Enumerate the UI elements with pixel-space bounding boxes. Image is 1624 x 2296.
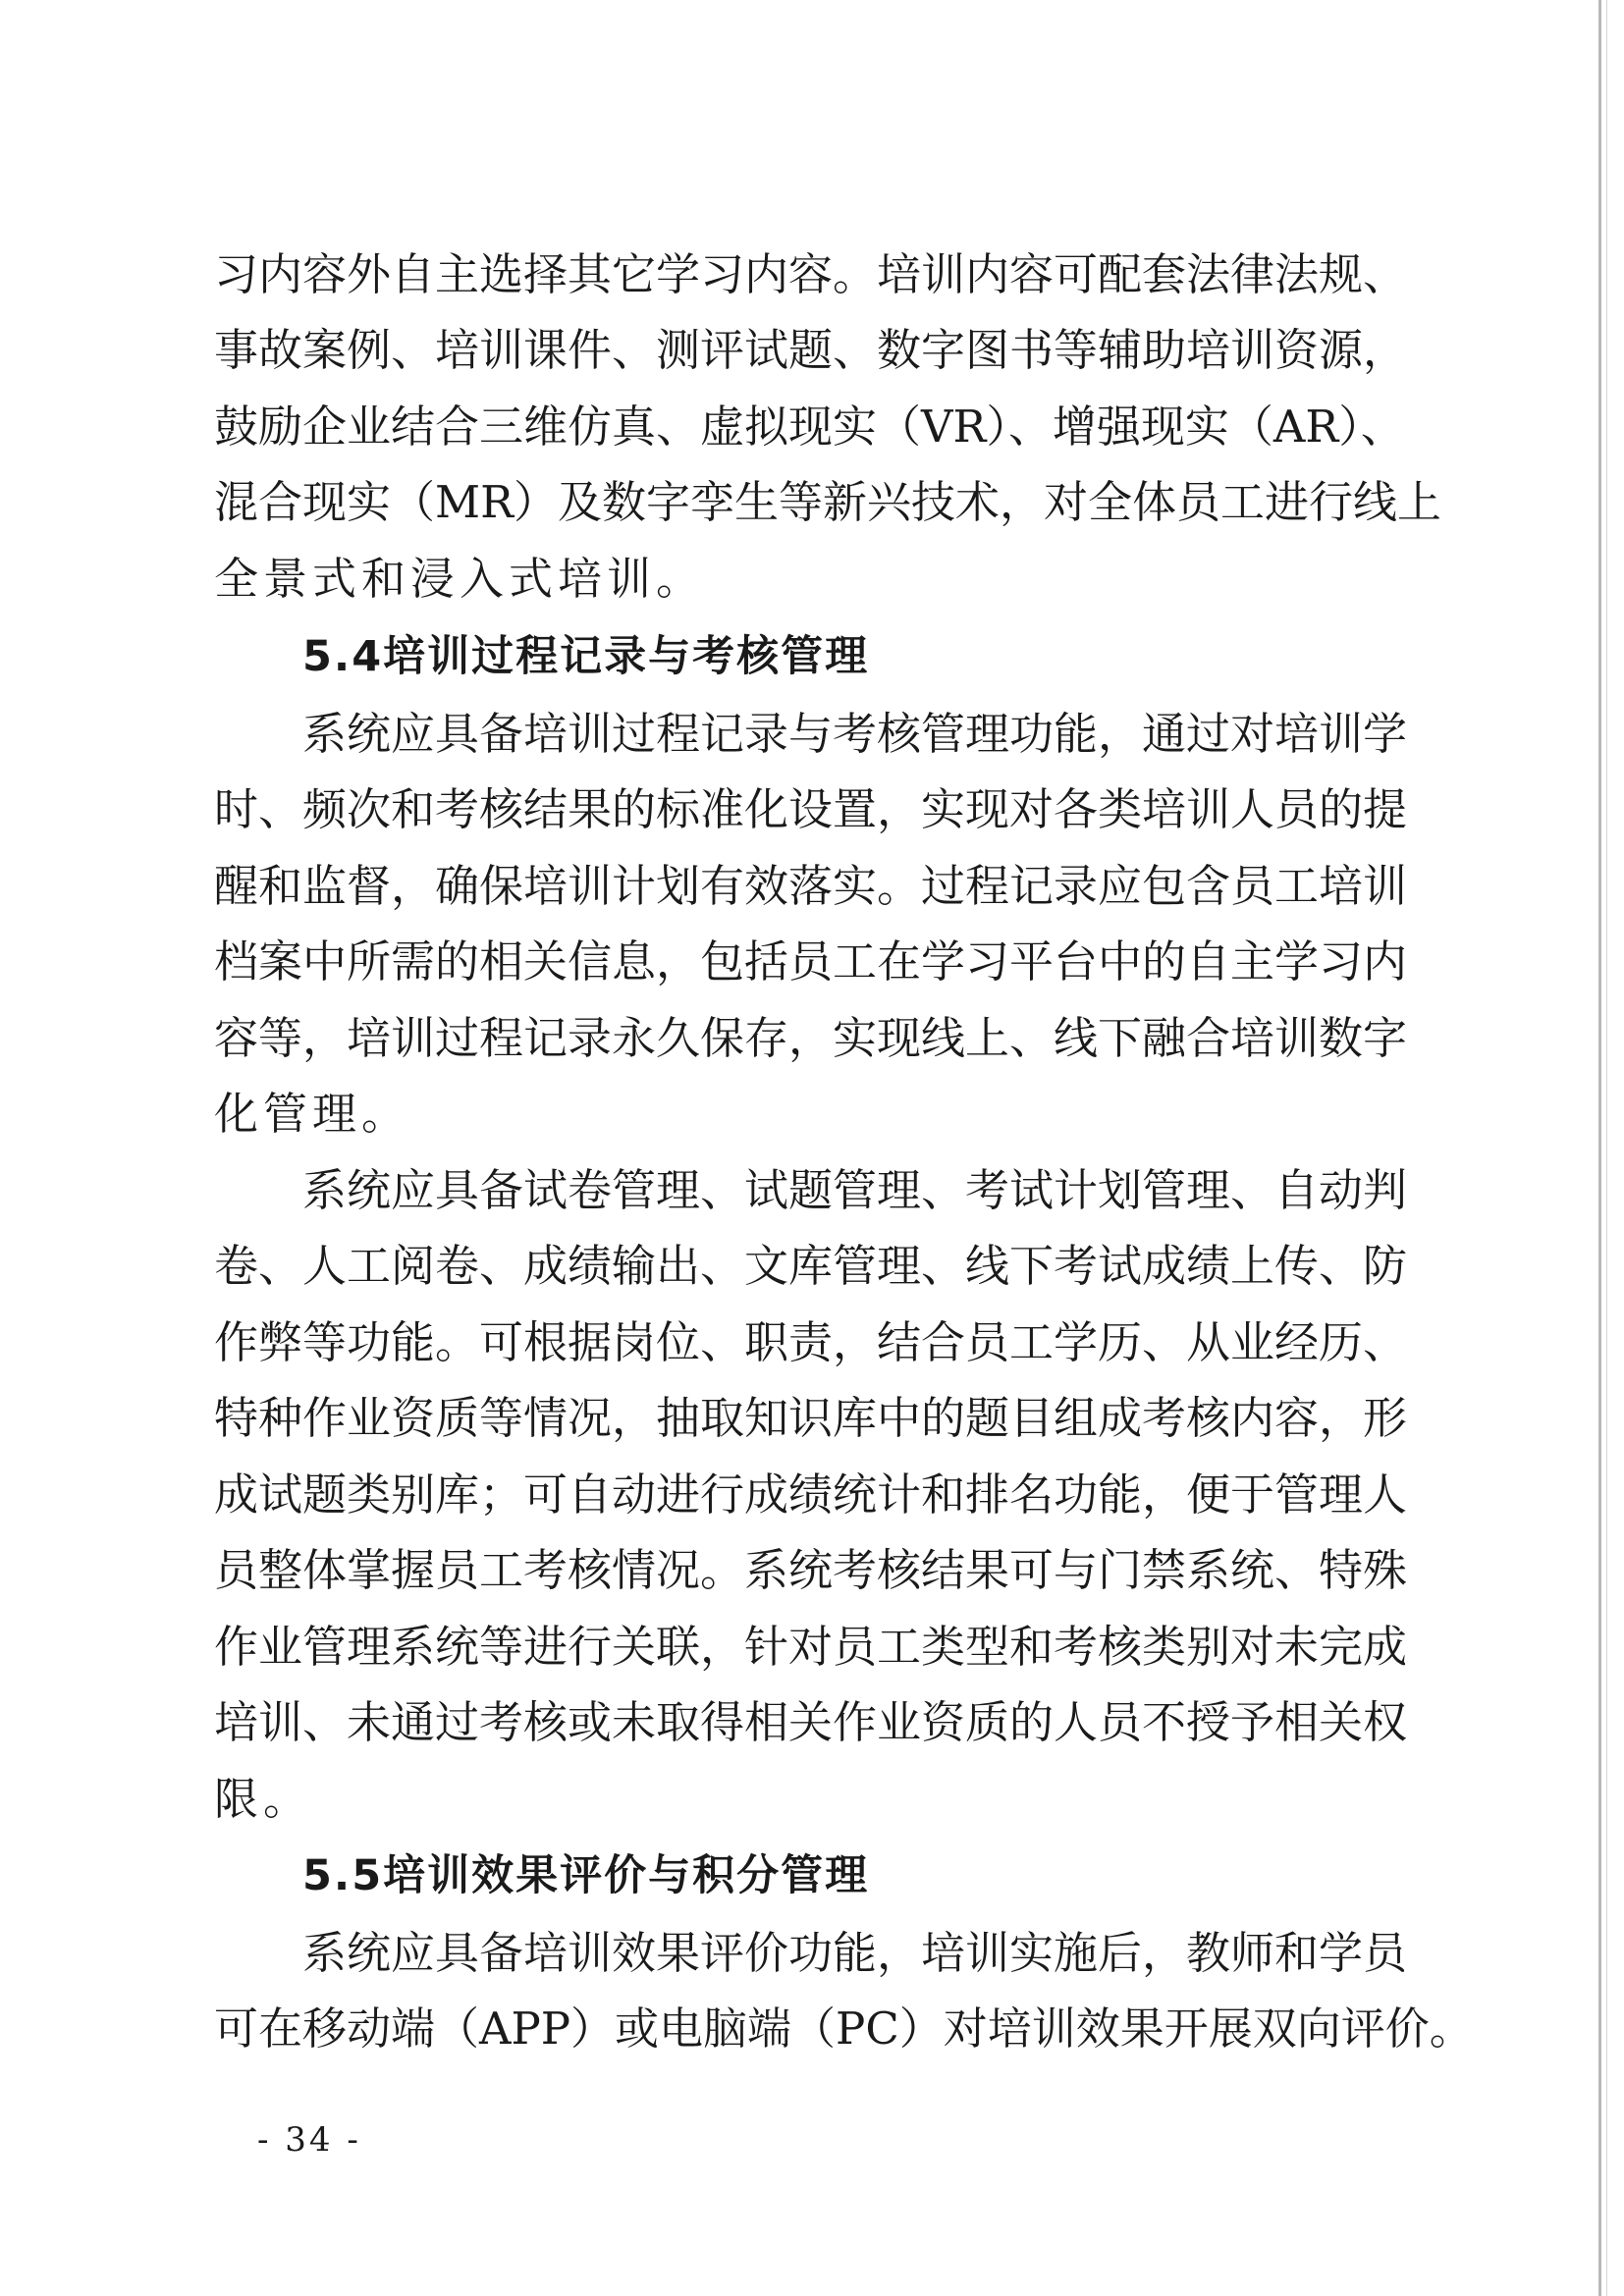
paragraph-line: 事故案例、培训课件、测评试题、数字图书等辅助培训资源， (214, 324, 1408, 376)
paragraph-line: 化管理。 (214, 1088, 411, 1140)
paragraph-line: 全景式和浸入式培训。 (214, 553, 706, 605)
paragraph-line: 系统应具备培训过程记录与考核管理功能，通过对培训学 (302, 708, 1408, 760)
paragraph-line: 成试题类别库；可自动进行成绩统计和排名功能，便于管理人 (214, 1468, 1408, 1521)
paragraph-line: 习内容外自主选择其它学习内容。培训内容可配套法律法规、 (214, 248, 1408, 300)
paragraph-line: 培训、未通过考核或未取得相关作业资质的人员不授予相关权 (214, 1696, 1408, 1748)
paragraph-line: 卷、人工阅卷、成绩输出、文库管理、线下考试成绩上传、防 (214, 1240, 1408, 1292)
paragraph-line: 作业管理系统等进行关联，针对员工类型和考核类别对未完成 (214, 1621, 1408, 1673)
paragraph-line: 档案中所需的相关信息，包括员工在学习平台中的自主学习内 (214, 935, 1408, 988)
paragraph-line: 限。 (214, 1773, 313, 1825)
section-heading-5-4: 5.4培训过程记录与考核管理 (302, 632, 870, 681)
paragraph-line: 鼓励企业结合三维仿真、虚拟现实（VR）、增强现实（AR）、 (214, 400, 1405, 453)
paragraph-line: 特种作业资质等情况，抽取知识库中的题目组成考核内容，形 (214, 1392, 1408, 1444)
paragraph-line: 混合现实（MR）及数字孪生等新兴技术，对全体员工进行线上 (214, 476, 1441, 528)
paragraph-line: 可在移动端（APP）或电脑端（PC）对培训效果开展双向评价。 (214, 2002, 1474, 2055)
scan-edge-line-secondary (1606, 0, 1607, 2296)
paragraph-line: 作弊等功能。可根据岗位、职责，结合员工学历、从业经历、 (214, 1316, 1408, 1368)
paragraph-line: 系统应具备试卷管理、试题管理、考试计划管理、自动判 (302, 1164, 1408, 1216)
scan-edge-line (1598, 0, 1601, 2296)
paragraph-line: 系统应具备培训效果评价功能，培训实施后，教师和学员 (302, 1927, 1408, 1979)
paragraph-line: 时、频次和考核结果的标准化设置，实现对各类培训人员的提 (214, 783, 1408, 835)
paragraph-line: 醒和监督，确保培训计划有效落实。过程记录应包含员工培训 (214, 860, 1408, 912)
section-heading-5-5: 5.5培训效果评价与积分管理 (302, 1851, 870, 1900)
page-number: - 34 - (257, 2120, 361, 2160)
paragraph-line: 容等，培训过程记录永久保存，实现线上、线下融合培训数字 (214, 1012, 1408, 1064)
paragraph-line: 员整体掌握员工考核情况。系统考核结果可与门禁系统、特殊 (214, 1544, 1408, 1596)
